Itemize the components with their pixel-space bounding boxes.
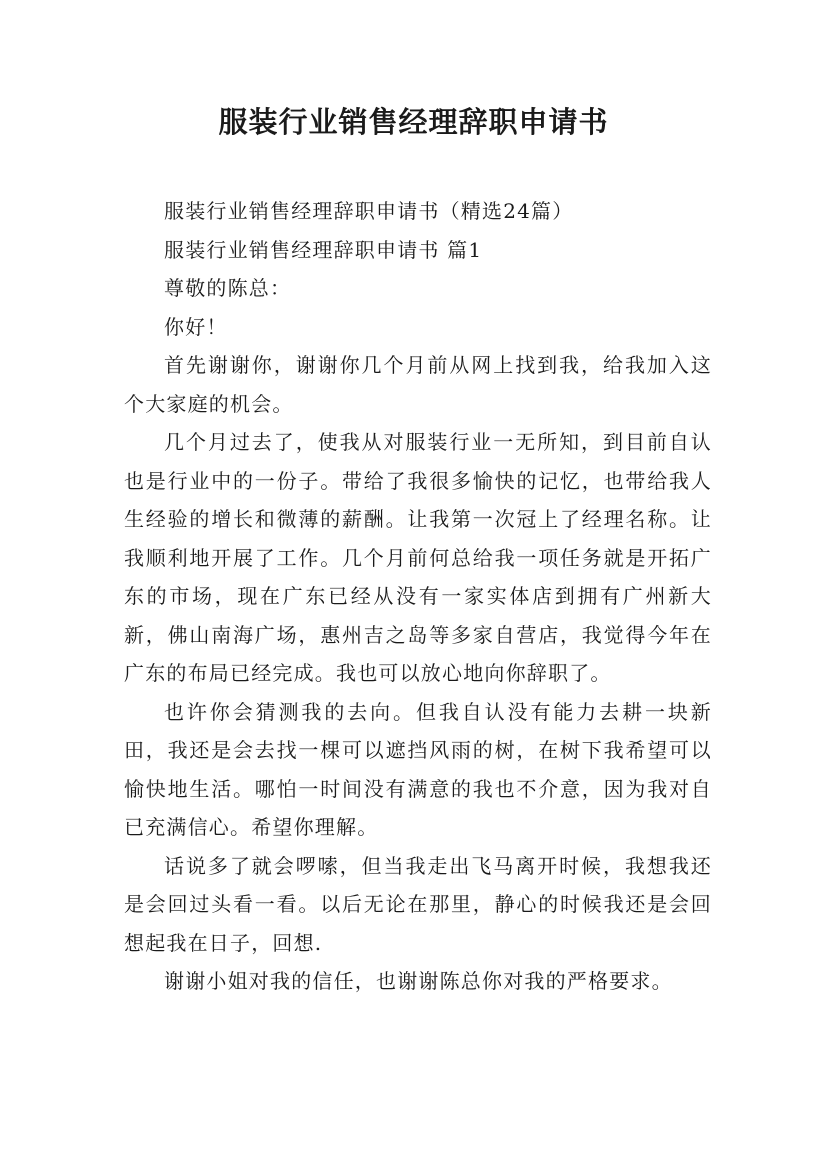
subtitle-paragraph: 服装行业销售经理辞职申请书（精选24篇） (164, 199, 574, 223)
body-paragraph: 话说多了就会啰嗦，但当我走出飞马离开时候，我想我还是会回过头看一看。以后无论在那里，静心的时候我还是会回想起我在日子，回想. (124, 853, 712, 955)
body-paragraph: 也许你会猜测我的去向。但我自认没有能力去耕一块新田，我还是会去找一棵可以遮挡风雨的树，在树下我希望可以愉快地生活。哪怕一时间没有满意的我也不介意，因为我对自已充满信心。希望你理解。 (124, 699, 712, 839)
body-paragraph: 几个月过去了，使我从对服装行业一无所知，到目前自认也是行业中的一份子。带给了我很多愉快的记忆，也带给我人生经验的增长和微薄的薪酬。让我第一次冠上了经理名称。让我顺利地开展了工作。几个月前何总给我一项任务就是开拓广东的市场，现在广东已经从没有一家实体店到拥有广州新大新，佛山南海广场，惠州吉之岛等多家自营店，我觉得今年在广东的布局已经完成。我也可以放心地向你辞职了。 (124, 430, 712, 685)
body-paragraph: 谢谢小姐对我的信任，也谢谢陈总你对我的严格要求。 (164, 969, 673, 993)
salutation: 尊敬的陈总： (164, 276, 292, 300)
section-heading: 服装行业销售经理辞职申请书 篇1 (164, 237, 483, 262)
document-body (124, 192, 712, 1001)
greeting: 你好！ (164, 314, 228, 339)
document-title: 服装行业销售经理辞职申请书 (218, 105, 609, 139)
body-paragraph: 首先谢谢你，谢谢你几个月前从网上找到我，给我加入这个大家庭的机会。 (124, 353, 712, 416)
